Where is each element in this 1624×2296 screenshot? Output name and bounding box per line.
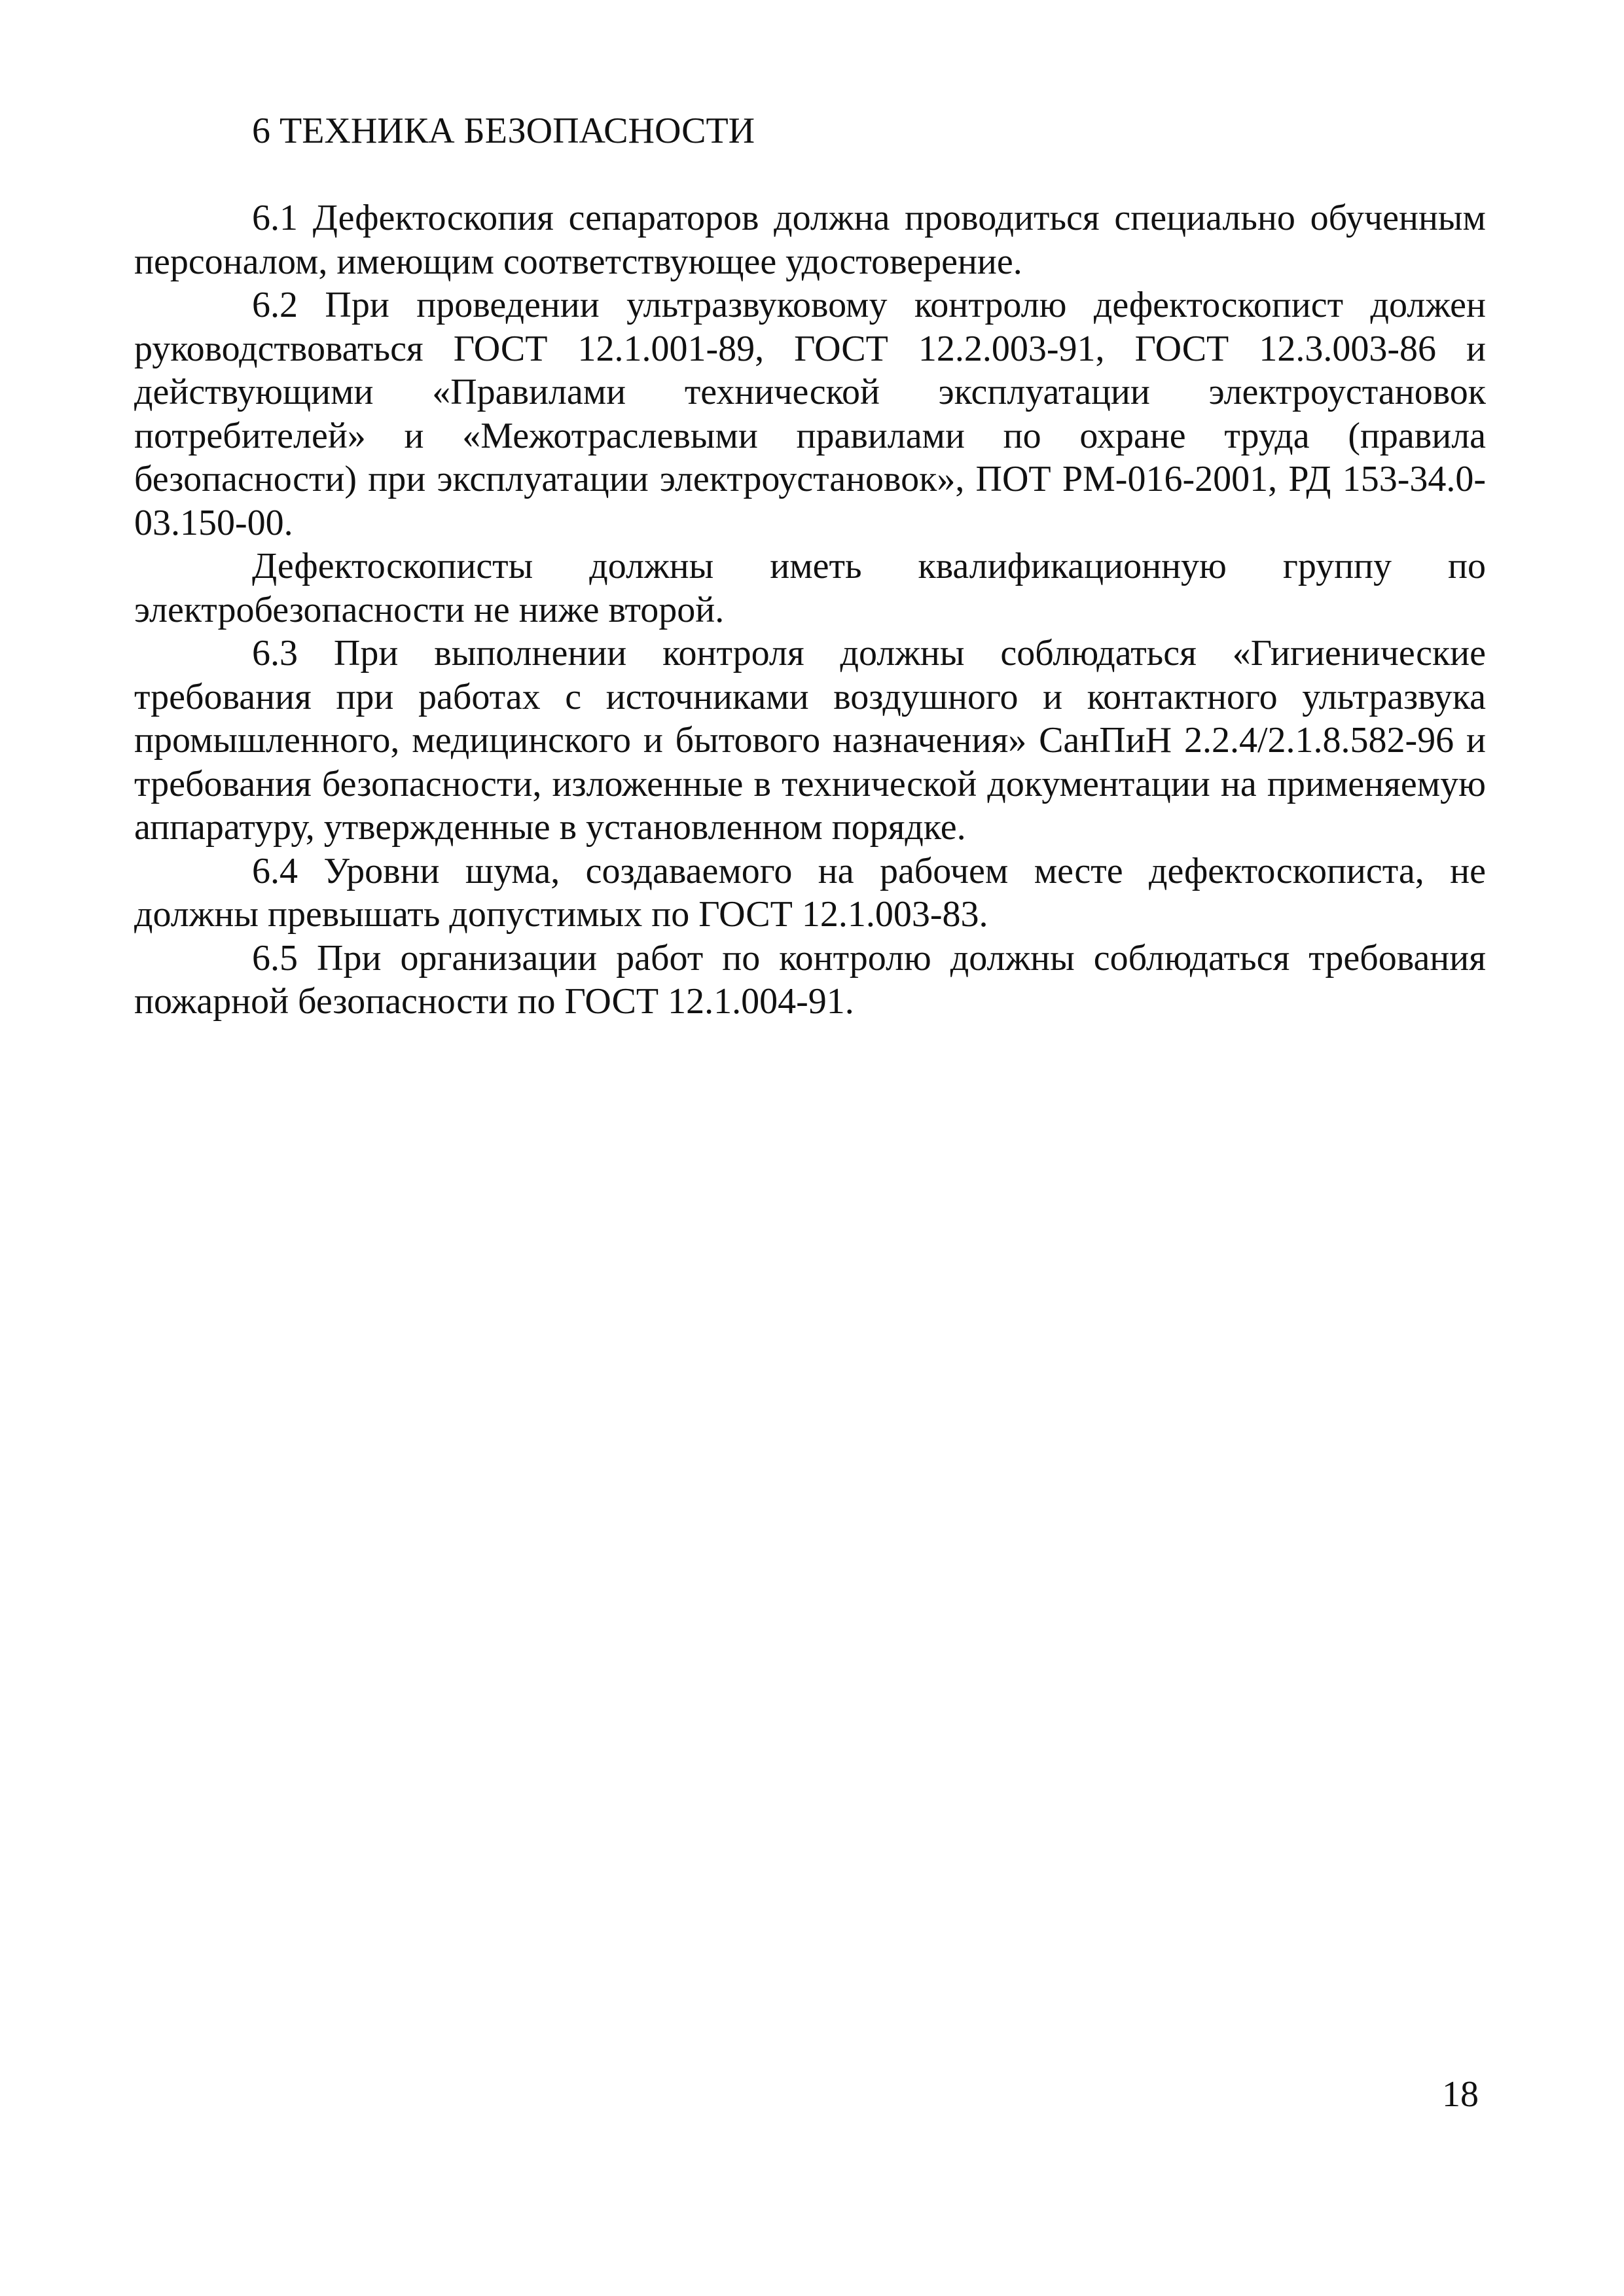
paragraph-6-5: 6.5 При организации работ по контролю должны соблюдаться требования пожарной безопасности по ГОСТ 12.1.004-91. <box>134 937 1486 1022</box>
section-heading: 6 ТЕХНИКА БЕЗОПАСНОСТИ <box>252 111 755 151</box>
section-body <box>134 110 1486 1024</box>
paragraph-6-1: 6.1 Дефектоскопия сепараторов должна проводиться специально обученным персоналом, имеющим соответствующее удостоверение. <box>134 198 1486 282</box>
paragraph-6-2-note: Дефектоскописты должны иметь квалификационную группу по электробезопасности не ниже второй. <box>134 546 1486 630</box>
page-number: 18 <box>1442 2074 1479 2115</box>
paragraph-6-2: 6.2 При проведении ультразвуковому контролю дефектоскопист должен руководствоваться ГОСТ 12.1.001-89, ГОСТ 12.2.003-91, ГОСТ 12.3.003-86 и действующими «Правилами технической эксплуатации электроустановок потребителей» и «Межотраслевыми правилами по охране труда (правила безопасности) при эксплуатации электроустановок», ПОТ РМ-016-2001, РД 153-34.0-03.150-00. <box>134 285 1486 543</box>
paragraph-6-4: 6.4 Уровни шума, создаваемого на рабочем месте дефектоскописта, не должны превышать допустимых по ГОСТ 12.1.003-83. <box>134 850 1486 935</box>
paragraph-6-3: 6.3 При выполнении контроля должны соблюдаться «Гигиенические требования при работах с источниками воздушного и контактного ультразвука промышленного, медицинского и бытового назначения» СанПиН 2.2.4/2.1.8.582-96 и требования безопасности, изложенные в технической документации на применяемую аппаратуру, утвержденные в установленном порядке. <box>134 633 1486 848</box>
